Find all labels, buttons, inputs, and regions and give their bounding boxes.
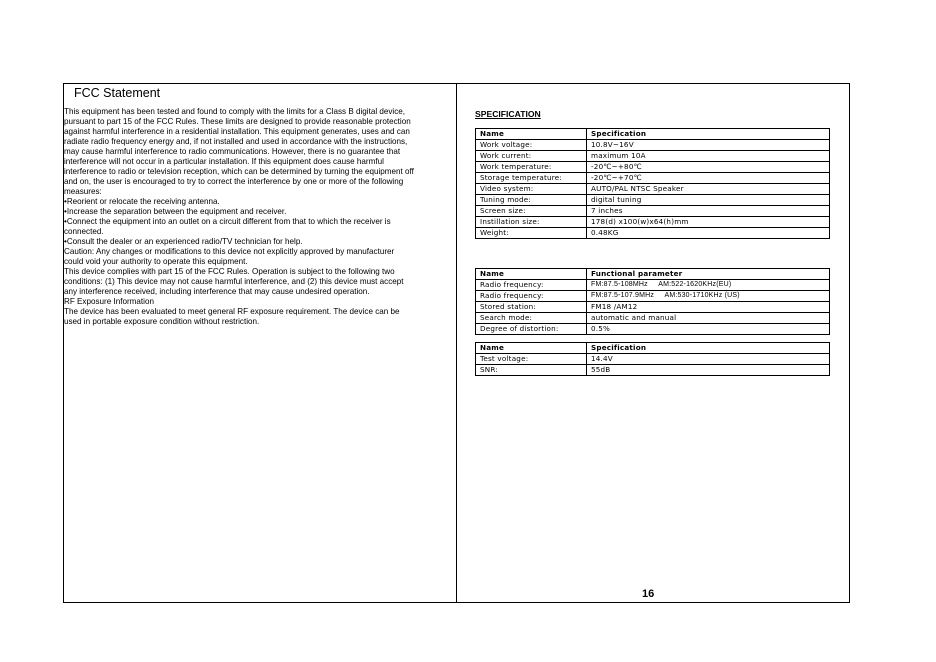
fcc-section — [64, 86, 454, 327]
table-header-row — [476, 343, 830, 354]
specification-title: SPECIFICATION — [475, 109, 541, 119]
row-label: Test voltage: — [476, 354, 587, 365]
table-row — [476, 365, 830, 376]
row-label: Instillation size: — [476, 217, 587, 228]
table-row — [476, 324, 830, 335]
table-header-row — [476, 269, 830, 280]
header-name: Name — [476, 343, 587, 354]
row-value: 7 inches — [587, 206, 830, 217]
table-row — [476, 140, 830, 151]
row-label: Weight: — [476, 228, 587, 239]
functional-parameter-table — [475, 268, 830, 335]
row-value: FM:87.5-108MHz AM:522-1620KHz(EU) — [587, 280, 830, 291]
specification-table — [475, 128, 830, 239]
row-label: Work temperature: — [476, 162, 587, 173]
row-label: Screen size: — [476, 206, 587, 217]
table-row — [476, 291, 830, 302]
fcc-paragraph: •Increase the separation between the equipment and receiver. — [64, 207, 287, 216]
table-row — [476, 195, 830, 206]
header-name: Name — [476, 269, 587, 280]
fcc-paragraph: This device complies with part 15 of the FCC Rules. Operation is subject to the following two conditions: (1) This device may not cause harmful interference, and (2) this device must accept any interference received, including interference that may cause undesired operation. — [64, 267, 404, 296]
row-label: Radio frequency: — [476, 291, 587, 302]
row-value: 10.8V~16V — [587, 140, 830, 151]
row-value: 0.5% — [587, 324, 830, 335]
row-value: automatic and manual — [587, 313, 830, 324]
table-row — [476, 313, 830, 324]
column-divider — [456, 83, 457, 603]
table-row — [476, 151, 830, 162]
table-row — [476, 217, 830, 228]
row-value: maximum 10A — [587, 151, 830, 162]
row-value: FM18 /AM12 — [587, 302, 830, 313]
table-row — [476, 184, 830, 195]
test-specification-table — [475, 342, 830, 376]
fcc-paragraph: •Connect the equipment into an outlet on a circuit different from that to which the receiver is connected. — [64, 217, 391, 236]
table-row — [476, 302, 830, 313]
row-label: Search mode: — [476, 313, 587, 324]
fcc-title: FCC Statement — [74, 86, 161, 100]
row-value: -20℃~+70℃ — [587, 173, 830, 184]
fcc-paragraph: •Consult the dealer or an experienced radio/TV technician for help. — [64, 237, 303, 246]
fcc-paragraph: RF Exposure Information — [64, 297, 154, 306]
header-functional-parameter: Functional parameter — [587, 269, 830, 280]
row-label: Degree of distortion: — [476, 324, 587, 335]
row-label: Radio frequency: — [476, 280, 587, 291]
row-label: Stored station: — [476, 302, 587, 313]
row-label: Tuning mode: — [476, 195, 587, 206]
row-value: digital tuning — [587, 195, 830, 206]
fcc-paragraph: •Reorient or relocate the receiving antenna. — [64, 197, 220, 206]
header-specification: Specification — [587, 129, 830, 140]
table-row — [476, 280, 830, 291]
row-label: Work current: — [476, 151, 587, 162]
row-label: Video system: — [476, 184, 587, 195]
row-value: 55dB — [587, 365, 830, 376]
row-label: Storage temperature: — [476, 173, 587, 184]
table-row — [476, 228, 830, 239]
fcc-body — [64, 107, 454, 327]
row-label: SNR: — [476, 365, 587, 376]
table-row — [476, 173, 830, 184]
fcc-paragraph: Caution: Any changes or modifications to this device not explicitly approved by manufacturer could void your authority to operate this equipment. — [64, 247, 395, 266]
row-value: 14.4V — [587, 354, 830, 365]
header-name: Name — [476, 129, 587, 140]
fcc-paragraph: The device has been evaluated to meet general RF exposure requirement. The device can be used in portable exposure condition without restriction. — [64, 307, 400, 326]
table-row — [476, 354, 830, 365]
table-header-row — [476, 129, 830, 140]
table-row — [476, 206, 830, 217]
page-number: 16 — [642, 588, 655, 600]
header-specification: Specification — [587, 343, 830, 354]
row-value: 0.48KG — [587, 228, 830, 239]
row-value: 178(d) x100(w)x64(h)mm — [587, 217, 830, 228]
row-value: FM:87.5-107.9MHz AM:530-1710KHz (US) — [587, 291, 830, 302]
row-value: AUTO/PAL NTSC Speaker — [587, 184, 830, 195]
row-value: -20℃~+80℃ — [587, 162, 830, 173]
table-row — [476, 162, 830, 173]
fcc-paragraph: This equipment has been tested and found to comply with the limits for a Class B digital device, pursuant to part 15 of the FCC Rules. These limits are designed to provide reasonable protection against harmful interference in a residential installation. This equipment generates, uses and can radiate radio frequency energy and, if not installed and used in accordance with the instructions, may cause harmful interference to radio communications. However, there is no guarantee that interference will not occur in a particular installation. If this equipment does cause harmful interference to radio or television reception, which can be determined by turning the equipment off and on, the user is encouraged to try to correct the interference by one or more of the following measures: — [64, 107, 414, 196]
row-label: Work voltage: — [476, 140, 587, 151]
